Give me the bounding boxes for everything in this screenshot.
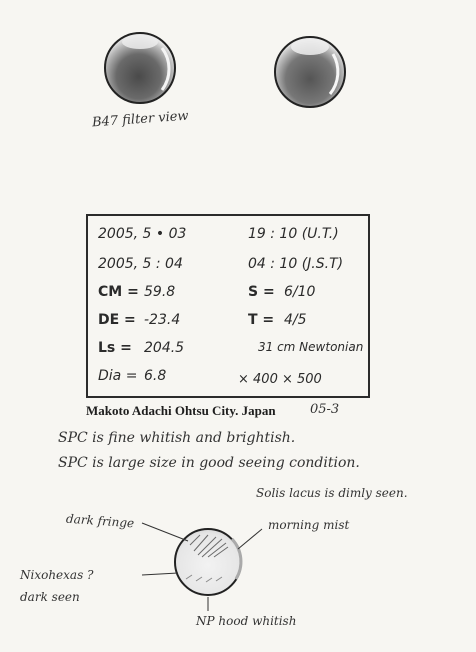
label-np-hood: NP hood whitish [196, 614, 297, 628]
observation-record-box [86, 214, 370, 398]
seeing-label: S = [248, 284, 275, 300]
date-jst: 2005, 5 : 04 [98, 256, 183, 272]
de-label: DE = [98, 312, 136, 328]
sketch-caption: B47 filter view [91, 108, 190, 131]
seeing-value: 6/10 [284, 284, 316, 300]
label-nix-olympica: Nixohexas ? [20, 568, 94, 582]
note-3: Solis lacus is dimly seen. [256, 486, 408, 500]
de-value: -23.4 [144, 312, 181, 328]
cm-value: 59.8 [144, 284, 176, 300]
label-dark-seen: dark seen [20, 590, 80, 604]
dia-value: 6.8 [144, 368, 167, 384]
ls-label: Ls = [98, 340, 132, 356]
cm-label: CM = [98, 284, 139, 300]
note-2: SPC is large size in good seeing condition. [58, 455, 360, 471]
sheet-reference: 05-3 [310, 402, 340, 417]
time-jst: 04 : 10 (J.S.T) [248, 256, 344, 272]
planet-sketch-right [270, 32, 350, 112]
magnification: × 400 × 500 [238, 372, 322, 387]
telescope: 31 cm Newtonian [258, 340, 364, 354]
time-ut: 19 : 10 (U.T.) [248, 226, 339, 242]
note-1: SPC is fine whitish and brightish. [58, 430, 296, 446]
label-dark-fringe: dark fringe [65, 511, 135, 531]
transparency-value: 4/5 [284, 312, 307, 328]
date-ut: 2005, 5 • 03 [98, 226, 187, 242]
dia-label: Dia = [98, 368, 138, 384]
observer-name: Makoto Adachi Ohtsu City. Japan [86, 403, 276, 418]
planet-sketch-left [100, 28, 180, 108]
label-morning-mist: morning mist [268, 518, 350, 532]
transparency-label: T = [248, 312, 275, 328]
ls-value: 204.5 [144, 340, 185, 356]
